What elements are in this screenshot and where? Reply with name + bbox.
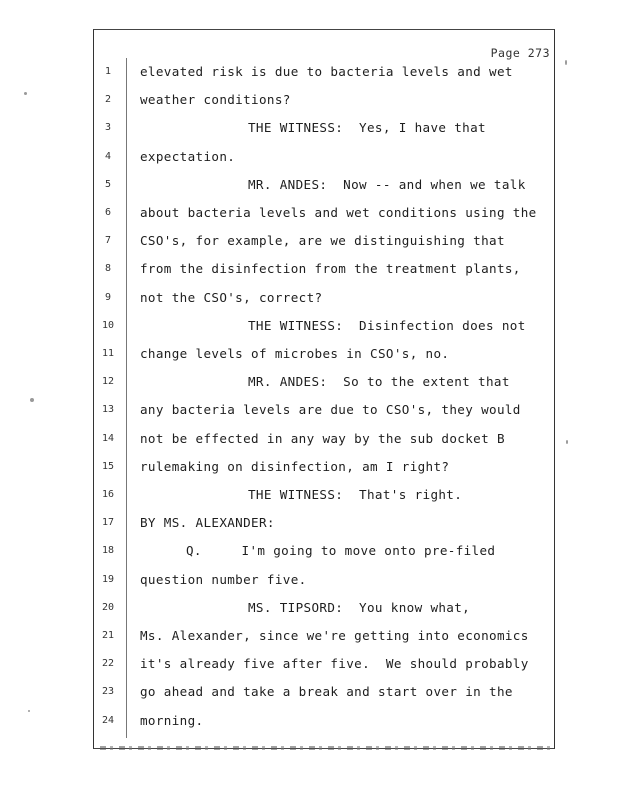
line-text: change levels of microbes in CSO's, no. [140, 346, 450, 361]
transcript-line [0, 459, 618, 479]
page-number: Page 273 [490, 46, 550, 60]
transcript-line [0, 346, 618, 366]
scan-speck [565, 60, 567, 65]
line-text: not be effected in any way by the sub docket B [140, 430, 505, 446]
line-number: 12 [101, 376, 115, 388]
line-number: 6 [104, 207, 112, 218]
line-text: any bacteria levels are due to CSO's, they would [140, 402, 521, 418]
line-text: go ahead and take a break and start over in the [140, 684, 513, 700]
line-number: 22 [101, 658, 115, 670]
transcript-line [0, 713, 618, 733]
line-number: 11 [101, 348, 115, 359]
line-number: 8 [104, 263, 112, 275]
line-text: THE WITNESS: Disinfection does not [248, 317, 526, 333]
line-number: 1 [104, 66, 112, 77]
line-text: not the CSO's, correct? [140, 289, 323, 305]
line-number: 24 [101, 714, 115, 726]
transcript-line [0, 515, 618, 535]
transcript-line [0, 374, 618, 394]
line-number: 20 [101, 601, 115, 613]
line-number: 14 [101, 432, 115, 444]
line-number: 19 [101, 573, 115, 585]
line-number: 9 [104, 291, 112, 303]
line-text: BY MS. ALEXANDER: [140, 515, 275, 531]
transcript-line [0, 120, 618, 140]
line-number: 13 [101, 404, 115, 416]
transcript-line [0, 290, 618, 310]
line-text: question number five. [140, 571, 307, 587]
transcript-line [0, 684, 618, 704]
transcript-line [0, 92, 618, 112]
line-number: 17 [101, 517, 115, 529]
line-number: 10 [101, 319, 115, 331]
line-text: THE WITNESS: Yes, I have that [248, 120, 486, 136]
transcript-line [0, 177, 618, 197]
line-number: 18 [101, 545, 115, 557]
transcript-line [0, 205, 618, 225]
line-text: MS. TIPSORD: You know what, [248, 599, 471, 615]
transcript-line [0, 261, 618, 281]
line-text: MR. ANDES: So to the extent that [248, 374, 510, 390]
line-text: expectation. [140, 148, 236, 164]
line-number: 23 [101, 686, 115, 698]
transcript-line [0, 402, 618, 422]
transcript-line [0, 431, 618, 451]
scan-speck [30, 398, 34, 402]
line-number: 5 [104, 178, 112, 190]
line-number: 21 [101, 630, 115, 641]
scan-speck [28, 710, 30, 712]
scan-edge-noise [100, 746, 550, 750]
transcript-line [0, 543, 618, 563]
transcript-line [0, 572, 618, 592]
line-number: 3 [104, 122, 112, 134]
line-number: 15 [101, 460, 115, 472]
line-number: 7 [104, 235, 112, 247]
line-number: 4 [104, 150, 112, 162]
line-text: THE WITNESS: That's right. [248, 487, 463, 502]
transcript-line [0, 628, 618, 648]
transcript-line [0, 656, 618, 676]
transcript-line [0, 600, 618, 620]
line-text: it's already five after five. We should probably [140, 656, 529, 672]
scan-speck [24, 92, 27, 95]
scan-speck [566, 440, 568, 444]
line-text: from the disinfection from the treatment plants, [140, 261, 521, 277]
line-text: Ms. Alexander, since we're getting into economics [140, 628, 529, 643]
line-text: morning. [140, 712, 204, 728]
transcript-line [0, 318, 618, 338]
line-number: 2 [104, 94, 112, 106]
line-text: weather conditions? [140, 92, 291, 108]
line-text: rulemaking on disinfection, am I right? [140, 458, 450, 474]
line-text: about bacteria levels and wet conditions using the [140, 205, 537, 220]
line-text: CSO's, for example, are we distinguishing that [140, 233, 505, 249]
transcript-line [0, 149, 618, 169]
transcript-line [0, 64, 618, 84]
line-number: 16 [101, 489, 115, 500]
transcript-line [0, 233, 618, 253]
line-text: Q. I'm going to move onto pre-filed [186, 543, 496, 559]
line-text: MR. ANDES: Now -- and when we talk [248, 176, 526, 192]
transcript-line [0, 487, 618, 507]
line-text: elevated risk is due to bacteria levels and wet [140, 64, 513, 79]
